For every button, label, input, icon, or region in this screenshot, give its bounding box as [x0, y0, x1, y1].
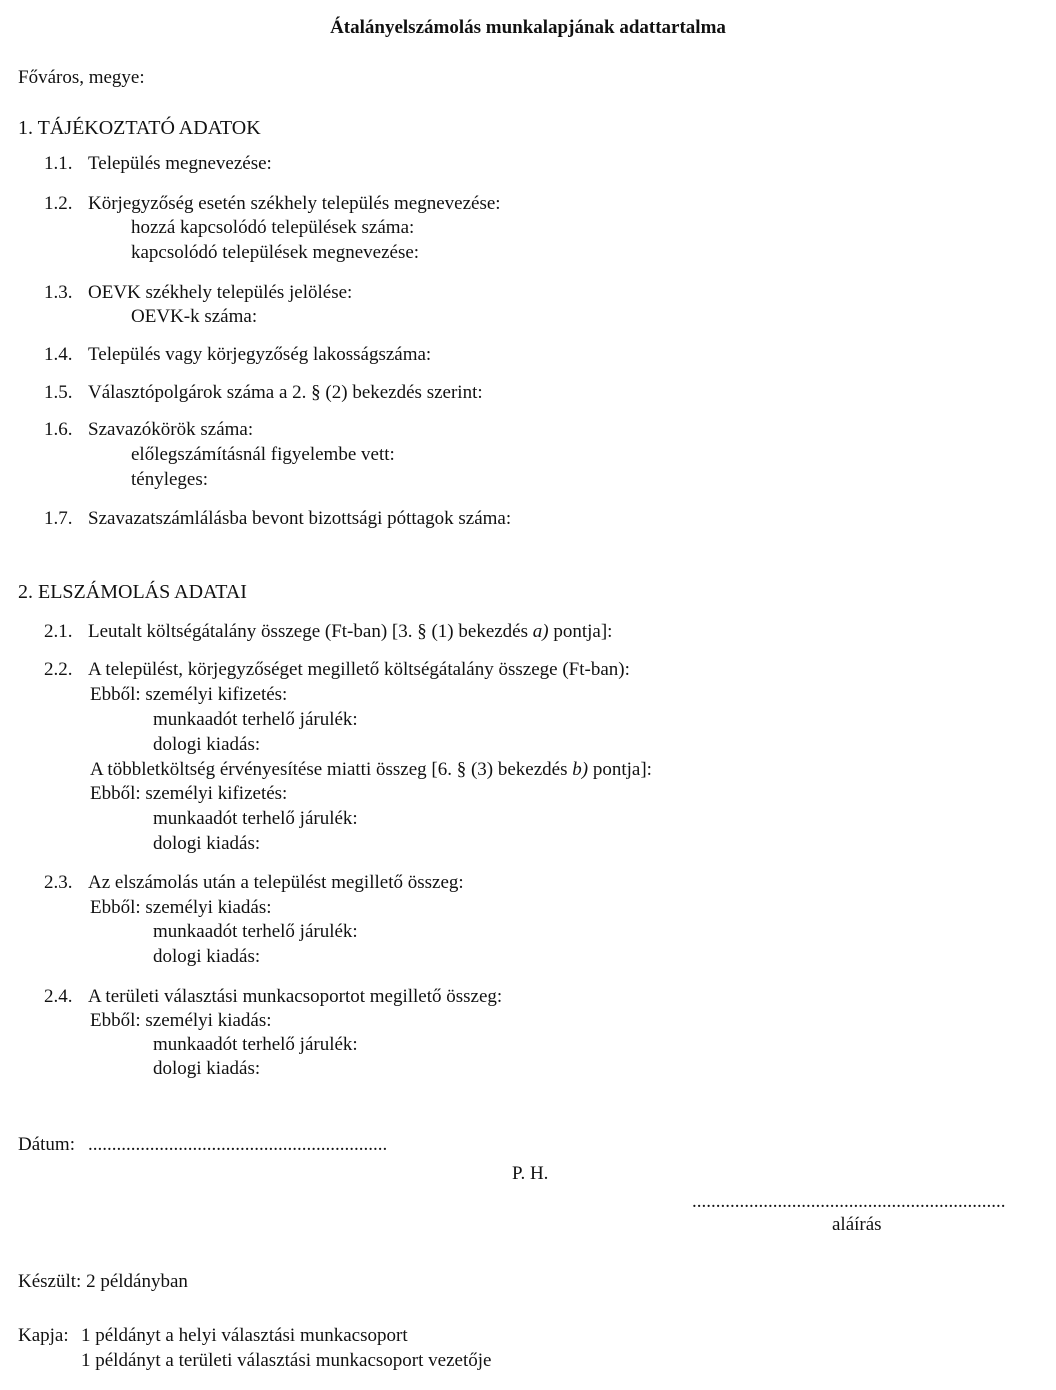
item-2-2-dologi-2: dologi kiadás:	[153, 833, 261, 854]
item-2-2-dologi-1: dologi kiadás:	[153, 734, 261, 755]
item-1-6-sub-2: tényleges:	[131, 469, 209, 490]
item-2-3-munkaado: munkaadót terhelő járulék:	[153, 921, 358, 942]
stamp-label: P. H.	[512, 1163, 549, 1184]
item-1-6-text: Szavazókörök száma:	[88, 419, 254, 440]
item-1-5-number: 1.5.	[44, 382, 73, 403]
item-2-3-ebbol: Ebből: személyi kiadás:	[90, 897, 272, 918]
item-1-7-text: Szavazatszámlálásba bevont bizottsági póttagok száma:	[88, 508, 512, 529]
recipients-label: Kapja:	[18, 1325, 69, 1346]
item-1-4-text: Település vagy körjegyzőség lakosságszáma:	[88, 344, 432, 365]
item-2-1-number: 2.1.	[44, 621, 73, 642]
item-2-2-tobblet-b: pontja]:	[588, 759, 652, 780]
item-2-4-text: A területi választási munkacsoportot megillető összeg:	[88, 986, 503, 1007]
item-2-1-text-a: Leutalt költségátalány összege (Ft-ban) [3. § (1) bekezdés	[88, 621, 533, 642]
date-label: Dátum:	[18, 1134, 75, 1155]
item-2-2-tobblet-italic: b)	[572, 759, 589, 780]
item-2-3-text: Az elszámolás után a települést megillető összeg:	[88, 872, 464, 893]
item-1-4-number: 1.4.	[44, 344, 73, 365]
section-1-heading: 1. TÁJÉKOZTATÓ ADATOK	[18, 117, 261, 139]
item-2-2-ebbol-1: Ebből: személyi kifizetés:	[90, 684, 288, 705]
item-1-1-number: 1.1.	[44, 153, 73, 174]
recipient-2: 1 példányt a területi választási munkacsoport vezetője	[81, 1350, 492, 1371]
item-2-3-number: 2.3.	[44, 872, 73, 893]
county-label: Főváros, megye:	[18, 67, 145, 88]
item-1-2-text: Körjegyzőség esetén székhely település megnevezése:	[88, 193, 501, 214]
item-1-2-sub-1: hozzá kapcsolódó települések száma:	[131, 217, 415, 238]
recipient-1: 1 példányt a helyi választási munkacsoport	[81, 1325, 408, 1346]
item-2-2-tobbletkoltseg	[90, 758, 652, 782]
date-field-dots: ...............................................................	[88, 1134, 388, 1155]
item-2-2-tobblet-a: A többletköltség érvényesítése miatti összeg [6. § (3) bekezdés	[90, 759, 573, 780]
item-1-3-sub-1: OEVK-k száma:	[131, 306, 258, 327]
item-2-1-text	[88, 620, 612, 644]
item-2-3-dologi: dologi kiadás:	[153, 946, 261, 967]
page-title: Átalányelszámolás munkalapjának adattartalma	[330, 17, 726, 38]
item-2-2-ebbol-2: Ebből: személyi kifizetés:	[90, 783, 288, 804]
item-2-4-number: 2.4.	[44, 986, 73, 1007]
item-1-7-number: 1.7.	[44, 508, 73, 529]
item-2-4-munkaado: munkaadót terhelő járulék:	[153, 1034, 358, 1055]
copies-note: Készült: 2 példányban	[18, 1271, 188, 1292]
item-2-1-text-b: pontja]:	[548, 621, 613, 642]
item-1-2-number: 1.2.	[44, 193, 73, 214]
item-2-2-munkaado-2: munkaadót terhelő járulék:	[153, 808, 358, 829]
item-2-4-ebbol: Ebből: személyi kiadás:	[90, 1010, 272, 1031]
item-1-6-number: 1.6.	[44, 419, 73, 440]
item-1-6-sub-1: előlegszámításnál figyelembe vett:	[131, 444, 395, 465]
signature-line-dots: ..................................................................	[692, 1191, 1006, 1212]
item-2-2-munkaado-1: munkaadót terhelő járulék:	[153, 709, 358, 730]
item-2-4-dologi: dologi kiadás:	[153, 1058, 261, 1079]
item-1-5-text: Választópolgárok száma a 2. § (2) bekezdés szerint:	[88, 382, 483, 403]
item-2-2-text: A települést, körjegyzőséget megillető költségátalány összege (Ft-ban):	[88, 659, 630, 680]
item-1-3-number: 1.3.	[44, 282, 73, 303]
item-1-2-sub-2: kapcsolódó települések megnevezése:	[131, 242, 420, 263]
section-2-heading: 2. ELSZÁMOLÁS ADATAI	[18, 581, 247, 603]
item-2-1-italic: a)	[532, 621, 549, 642]
item-1-3-text: OEVK székhely település jelölése:	[88, 282, 353, 303]
item-1-1-text: Település megnevezése:	[88, 153, 272, 174]
item-2-2-number: 2.2.	[44, 659, 73, 680]
signature-label: aláírás	[832, 1214, 882, 1235]
